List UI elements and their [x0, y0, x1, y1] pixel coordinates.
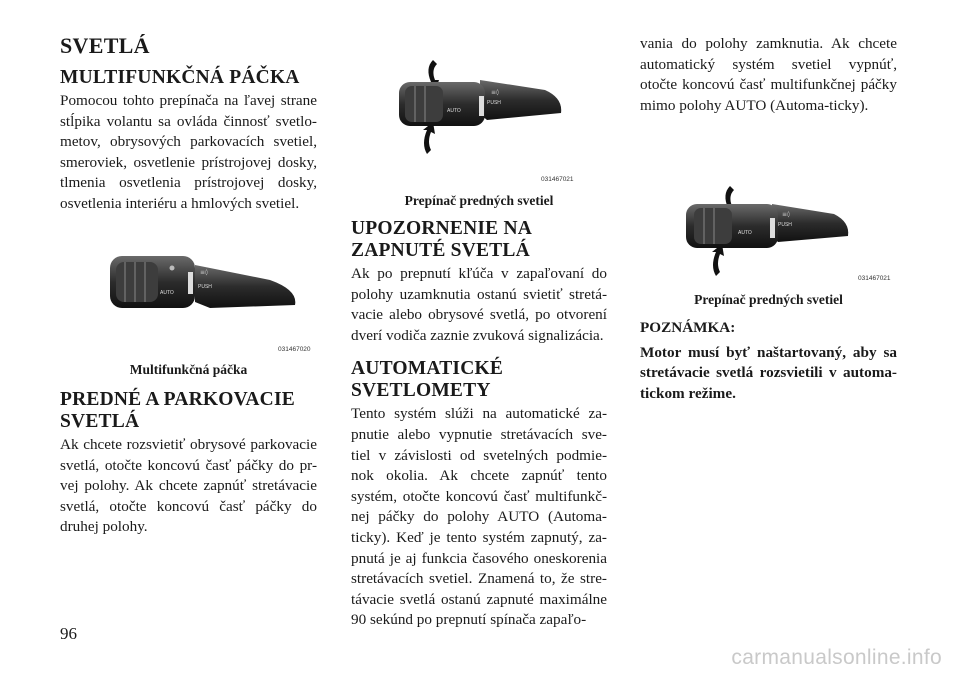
- paragraph: Ak chcete rozsvietiť obrysové parkovacie svetlá, otočte koncovú časť páčky do pr-vej polohy. Ak chcete zapnúť stretávacie svetlá, otočte koncovú časť páčky do druhej polohy.: [60, 436, 317, 536]
- push-label: PUSH: [778, 222, 792, 228]
- headlight-switch-figure: [395, 58, 565, 158]
- auto-label: AUTO: [160, 290, 174, 296]
- paragraph: Ak po prepnutí kľúča v zapaľovaní do polohy uzamknutia ostanú svietiť stretá-vacie alebo obrysové svetlá, po otvorení dverí vodiča zaznie zvuková signalizácia.: [351, 265, 607, 344]
- figure-code: 031467021: [541, 176, 574, 183]
- note-text: Motor musí byť naštartovaný, aby sa stretávacie svetlá rozsvietili v automa-tickom režime.: [640, 343, 897, 402]
- subsection-title: MULTIFUNKČNÁ PÁČKA: [60, 67, 300, 88]
- figure-caption: Multifunkčná páčka: [129, 362, 248, 377]
- figure-caption: Prepínač predných svetiel: [694, 292, 843, 307]
- note-heading: POZNÁMKA:: [640, 319, 736, 336]
- subsection-title: PREDNÉ A PARKOVACIE SVETLÁ: [60, 389, 295, 432]
- subsection-title: AUTOMATICKÉ SVETLOMETY: [351, 358, 504, 402]
- headlight-icon: ≡◊: [491, 89, 499, 96]
- push-label: PUSH: [198, 284, 212, 290]
- section-title: SVETLÁ: [60, 33, 150, 58]
- figure-caption: Prepínač predných svetiel: [404, 193, 554, 208]
- subsection-title: UPOZORNENIE NA ZAPNUTÉ SVETLÁ: [351, 218, 531, 261]
- page-number: 96: [60, 624, 77, 643]
- paragraph: Pomocou tohto prepínača na ľavej strane stĺpika volantu sa ovláda činnosť svetlo-metov, obrysových parkovacích svetiel, smeroviek, osvetlenie prístrojovej dosky, tlmenia osvetlenia prístrojovej dosky, osvetlenia interiéru a hmlových svetiel.: [60, 92, 317, 212]
- headlight-switch-figure: [682, 184, 852, 280]
- auto-label: AUTO: [738, 230, 752, 236]
- watermark: carmanualsonline.info: [731, 646, 942, 669]
- paragraph: Tento systém slúži na automatické za-pnutie alebo vypnutie stretávacích sve-tiel v závislosti od svetelných podmie-nok okolia. Ak chcete zapnúť tento systém, otočte koncovú časť multifunkč-nej páčky do polohy AUTO (Automa-ticky). Keď je tento systém zapnutý, za-pnutá je aj funkcia časového oneskorenia stretávacích svetiel. Znamená to, že stre-távacie svetlá ostanú zapnuté maximálne 90 sekúnd po prepnutí spínača zapaľo-: [351, 405, 607, 629]
- figure-code: 031467020: [278, 346, 311, 353]
- headlight-icon: ≡◊: [200, 269, 208, 276]
- push-label: PUSH: [487, 100, 501, 106]
- paragraph: vania do polohy zamknutia. Ak chcete automatický systém svetiel vypnúť, otočte koncovú časť multifunkčnej páčky mimo polohy AUTO (Automa-ticky).: [640, 35, 897, 114]
- auto-label: AUTO: [447, 108, 461, 114]
- figure-code: 031467021: [858, 275, 891, 282]
- rotate-down-arrow-icon: [712, 244, 724, 276]
- multifunction-lever-figure: [100, 250, 300, 320]
- rotate-down-arrow-icon: [423, 122, 435, 154]
- headlight-icon: ≡◊: [782, 211, 790, 218]
